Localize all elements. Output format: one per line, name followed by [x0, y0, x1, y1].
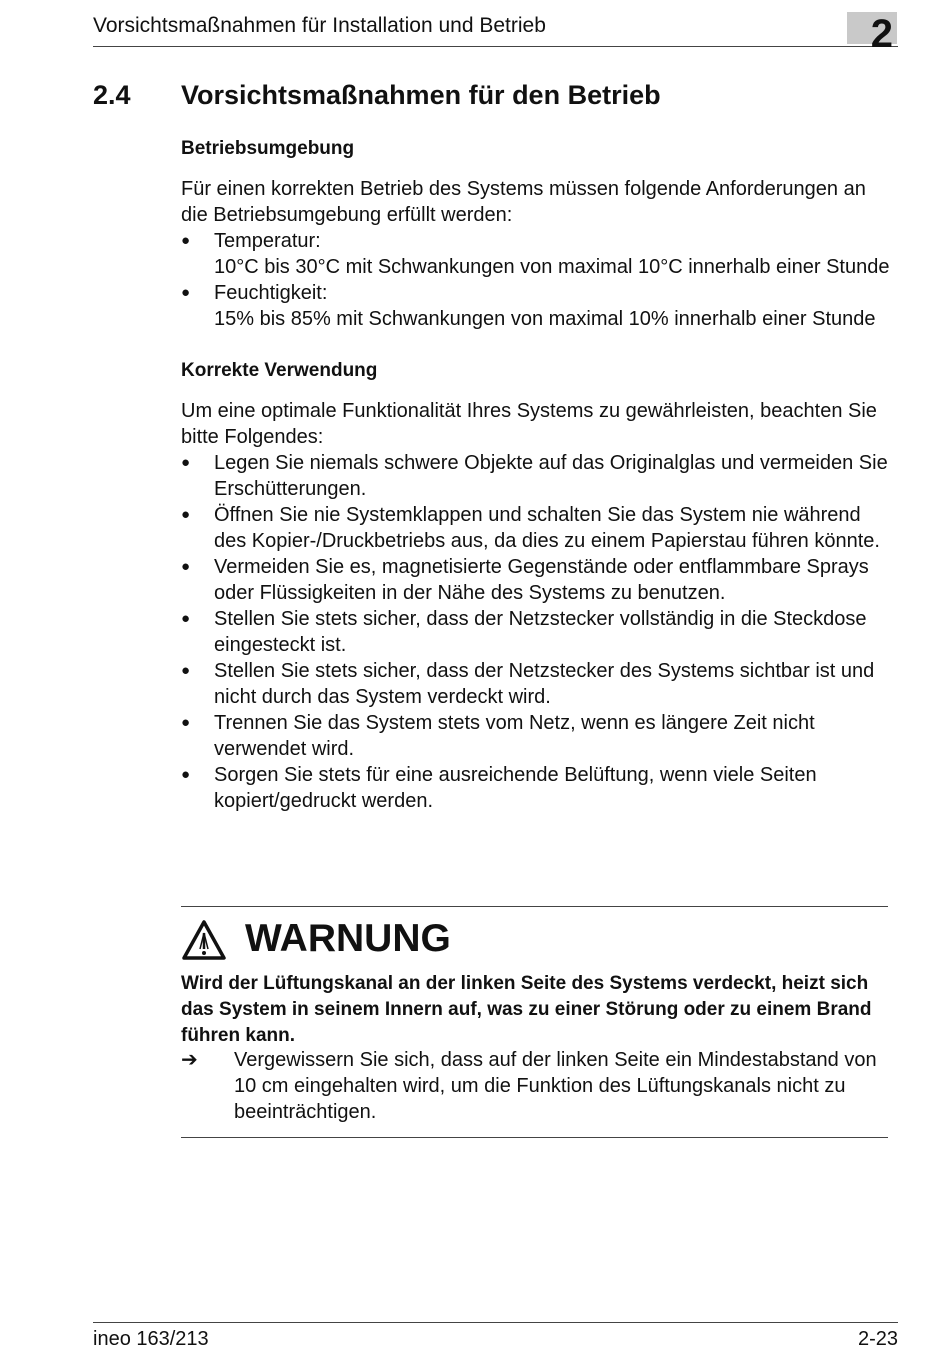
usage-list	[181, 450, 893, 814]
bullet-icon: ●	[181, 506, 191, 523]
bullet-icon: ●	[181, 284, 191, 301]
bullet-icon: ●	[181, 766, 191, 783]
warning-box	[181, 906, 888, 1138]
list-item-text: Sorgen Sie stets für eine ausreichende Belüftung, wenn viele Seiten kopiert/gedruckt werden.	[214, 764, 817, 812]
list-item	[181, 280, 893, 332]
list-item-text: Öffnen Sie nie Systemklappen und schalten Sie das System nie während des Kopier-/Druckbetriebs aus, da dies zu einem Papierstau führen könnte.	[214, 504, 880, 552]
list-item	[181, 710, 893, 762]
list-item	[181, 228, 893, 280]
page-footer	[93, 1322, 898, 1359]
list-item-text: Vermeiden Sie es, magnetisierte Gegenstände oder entflammbare Sprays oder Flüssigkeiten in der Nähe des Systems zu benutzen.	[214, 556, 869, 604]
list-item	[181, 502, 893, 554]
section-heading	[93, 80, 661, 111]
environment-list	[181, 228, 893, 332]
list-item	[181, 762, 893, 814]
bullet-icon: ●	[181, 454, 191, 471]
environment-heading: Betriebsumgebung	[181, 138, 355, 159]
list-item	[181, 554, 893, 606]
list-item	[181, 450, 893, 502]
chapter-number: 2	[870, 12, 893, 56]
page-number: 2-23	[857, 1328, 898, 1350]
list-item-label: Temperatur:	[214, 230, 321, 252]
section-title: Vorsichtsmaßnahmen für den Betrieb	[181, 80, 661, 110]
bullet-icon: ●	[181, 232, 191, 249]
warning-label: WARNUNG	[245, 917, 451, 960]
bullet-icon: ●	[181, 662, 191, 679]
arrow-right-icon: ➔	[181, 1049, 198, 1071]
running-header-title: Vorsichtsmaßnahmen für Installation und Betrieb	[93, 14, 546, 37]
chapter-tab	[847, 12, 897, 56]
usage-intro: Um eine optimale Funktionalität Ihres Systems zu gewährleisten, beachten Sie bitte Folgendes:	[181, 400, 877, 448]
warning-action-text: Vergewissern Sie sich, dass auf der linken Seite ein Mindestabstand von 10 cm eingehalten wird, um die Funktion des Lüftungskanals nicht zu beeinträchtigen.	[234, 1049, 877, 1123]
list-item	[181, 606, 893, 658]
environment-intro: Für einen korrekten Betrieb des Systems müssen folgende Anforderungen an die Betriebsumgebung erfüllt werden:	[181, 178, 866, 226]
list-item-detail: 10°C bis 30°C mit Schwankungen von maximal 10°C innerhalb einer Stunde	[214, 256, 890, 278]
usage-heading: Korrekte Verwendung	[181, 360, 378, 381]
list-item-detail: 15% bis 85% mit Schwankungen von maximal 10% innerhalb einer Stunde	[214, 308, 876, 330]
list-item-text: Stellen Sie stets sicher, dass der Netzstecker des Systems sichtbar ist und nicht durch das System verdeckt wird.	[214, 660, 875, 708]
main-content	[181, 136, 893, 814]
running-header	[93, 12, 898, 47]
list-item-label: Feuchtigkeit:	[214, 282, 328, 304]
section-number: 2.4	[93, 80, 131, 110]
warning-triangle-icon	[181, 919, 227, 961]
list-item-text: Trennen Sie das System stets vom Netz, wenn es längere Zeit nicht verwendet wird.	[214, 712, 815, 760]
footer-model: ineo 163/213	[93, 1328, 209, 1350]
warning-text: Wird der Lüftungskanal an der linken Seite des Systems verdeckt, heizt sich das System in seinem Innern auf, was zu einer Störung oder zu einem Brand führen kann.	[181, 973, 872, 1046]
list-item	[181, 658, 893, 710]
bullet-icon: ●	[181, 558, 191, 575]
list-item-text: Stellen Sie stets sicher, dass der Netzstecker vollständig in die Steckdose eingesteckt ist.	[214, 608, 867, 656]
bullet-icon: ●	[181, 610, 191, 627]
warning-action	[181, 1047, 893, 1125]
list-item-text: Legen Sie niemals schwere Objekte auf das Originalglas und vermeiden Sie Erschütterungen.	[214, 452, 888, 500]
bullet-icon: ●	[181, 714, 191, 731]
